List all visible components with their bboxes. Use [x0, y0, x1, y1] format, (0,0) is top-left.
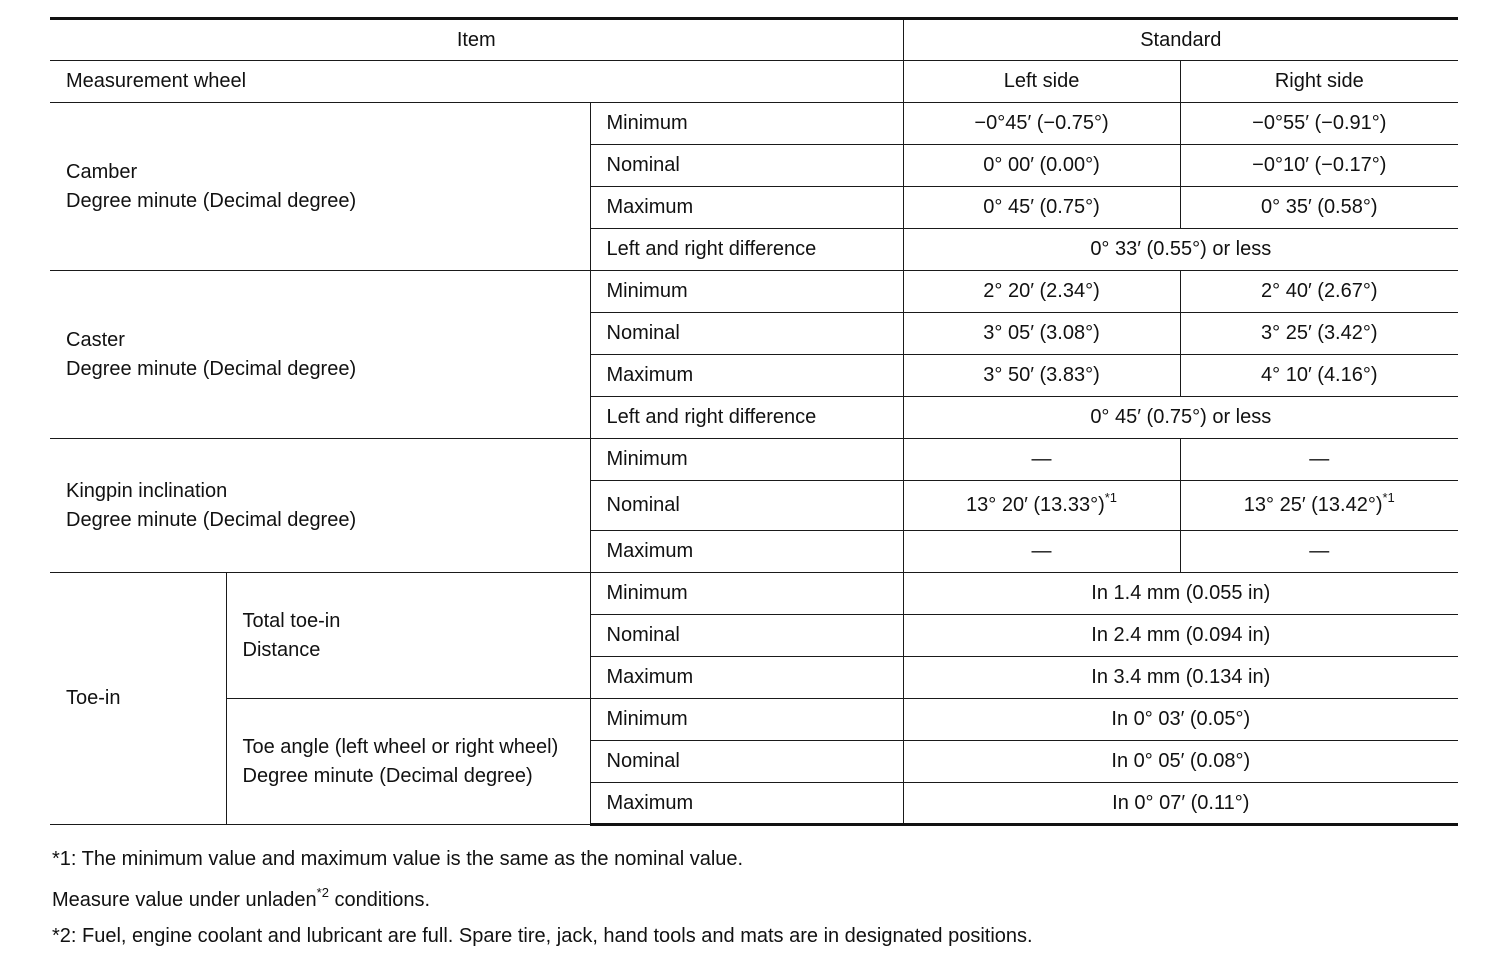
caster-nom-right: 3° 25′ (3.42°): [1180, 313, 1458, 355]
kingpin-max-left: —: [903, 531, 1180, 573]
camber-label: [50, 103, 590, 271]
kingpin-nom-right-value: 13° 25′ (13.42°): [1243, 494, 1383, 516]
kingpin-min-left: —: [903, 439, 1180, 481]
footnote-2: *2: Fuel, engine coolant and lubricant are full. Spare tire, jack, hand tools and mats are in designated positions.: [52, 925, 1033, 947]
caster-max-left: 3° 50′ (3.83°): [903, 355, 1180, 397]
toe-angle-name: Toe angle (left wheel or right wheel): [242, 735, 559, 758]
camber-nom-right: −0°10′ (−0.17°): [1180, 145, 1458, 187]
camber-unit: Degree minute (Decimal degree): [66, 189, 357, 212]
caster-min-left: 2° 20′ (2.34°): [903, 271, 1180, 313]
kingpin-nom-right: [1180, 481, 1458, 531]
caster-min-right: 2° 40′ (2.67°): [1180, 271, 1458, 313]
row-label-nominal: Nominal: [590, 313, 903, 355]
header-item: Item: [50, 19, 903, 61]
table-row: [50, 573, 1458, 615]
measurement-wheel-label: Measurement wheel: [50, 61, 903, 103]
caster-max-right: 4° 10′ (4.16°): [1180, 355, 1458, 397]
row-label-nominal: Nominal: [590, 145, 903, 187]
camber-nom-left: 0° 00′ (0.00°): [903, 145, 1180, 187]
toe-angle-min: In 0° 03′ (0.05°): [903, 699, 1458, 741]
caster-name: Caster: [66, 328, 125, 351]
caster-nom-left: 3° 05′ (3.08°): [903, 313, 1180, 355]
footnote-mark-1: *1: [1382, 490, 1395, 506]
footnote-1: *1: The minimum value and maximum value is the same as the nominal value.: [52, 848, 744, 870]
toe-angle-unit: Degree minute (Decimal degree): [242, 764, 533, 787]
camber-max-left: 0° 45′ (0.75°): [903, 187, 1180, 229]
toe-angle-label: [226, 699, 590, 825]
measure-note-prefix: Measure value under unladen: [52, 889, 317, 911]
table-row: [50, 19, 1458, 61]
total-toe-in-label: [226, 573, 590, 699]
caster-difference: 0° 45′ (0.75°) or less: [903, 397, 1458, 439]
camber-difference: 0° 33′ (0.55°) or less: [903, 229, 1458, 271]
row-label-maximum: Maximum: [590, 531, 903, 573]
row-label-minimum: Minimum: [590, 573, 903, 615]
wheel-alignment-spec-table: [50, 17, 1458, 826]
footnote-mark-2: *2: [316, 885, 329, 901]
measure-note: [52, 885, 1033, 911]
kingpin-nom-left: [903, 481, 1180, 531]
table-row: [50, 271, 1458, 313]
total-toe-in-nom: In 2.4 mm (0.094 in): [903, 615, 1458, 657]
table-row: [50, 699, 1458, 741]
row-label-maximum: Maximum: [590, 355, 903, 397]
row-label-maximum: Maximum: [590, 187, 903, 229]
footnote-mark-1: *1: [1104, 490, 1118, 506]
table-row: [50, 439, 1458, 481]
toe-angle-max: In 0° 07′ (0.11°): [903, 783, 1458, 825]
header-right-side: Right side: [1180, 61, 1458, 103]
toe-angle-nom: In 0° 05′ (0.08°): [903, 741, 1458, 783]
row-label-minimum: Minimum: [590, 103, 903, 145]
toe-in-label: Toe-in: [50, 573, 226, 825]
table-row: [50, 61, 1458, 103]
header-left-side: Left side: [903, 61, 1180, 103]
total-toe-in-max: In 3.4 mm (0.134 in): [903, 657, 1458, 699]
total-toe-in-min: In 1.4 mm (0.055 in): [903, 573, 1458, 615]
kingpin-nom-left-value: 13° 20′ (13.33°): [966, 494, 1105, 516]
row-label-difference: Left and right difference: [590, 229, 903, 271]
row-label-nominal: Nominal: [590, 615, 903, 657]
kingpin-max-right: —: [1180, 531, 1458, 573]
camber-name: Camber: [66, 160, 138, 183]
row-label-minimum: Minimum: [590, 271, 903, 313]
row-label-maximum: Maximum: [590, 783, 903, 825]
row-label-minimum: Minimum: [590, 439, 903, 481]
total-toe-in-name: Total toe-in: [242, 609, 341, 632]
kingpin-min-right: —: [1180, 439, 1458, 481]
caster-unit: Degree minute (Decimal degree): [66, 357, 357, 380]
kingpin-unit: Degree minute (Decimal degree): [66, 508, 357, 531]
row-label-nominal: Nominal: [590, 741, 903, 783]
total-toe-in-unit: Distance: [242, 638, 321, 661]
row-label-difference: Left and right difference: [590, 397, 903, 439]
caster-label: [50, 271, 590, 439]
camber-max-right: 0° 35′ (0.58°): [1180, 187, 1458, 229]
kingpin-label: [50, 439, 590, 573]
row-label-maximum: Maximum: [590, 657, 903, 699]
camber-min-left: −0°45′ (−0.75°): [903, 103, 1180, 145]
table-row: [50, 103, 1458, 145]
measure-note-suffix: conditions.: [328, 889, 431, 911]
footnotes: [52, 848, 1033, 947]
kingpin-name: Kingpin inclination: [66, 479, 228, 502]
camber-min-right: −0°55′ (−0.91°): [1180, 103, 1458, 145]
header-standard: Standard: [903, 19, 1458, 61]
row-label-minimum: Minimum: [590, 699, 903, 741]
row-label-nominal: Nominal: [590, 481, 903, 531]
